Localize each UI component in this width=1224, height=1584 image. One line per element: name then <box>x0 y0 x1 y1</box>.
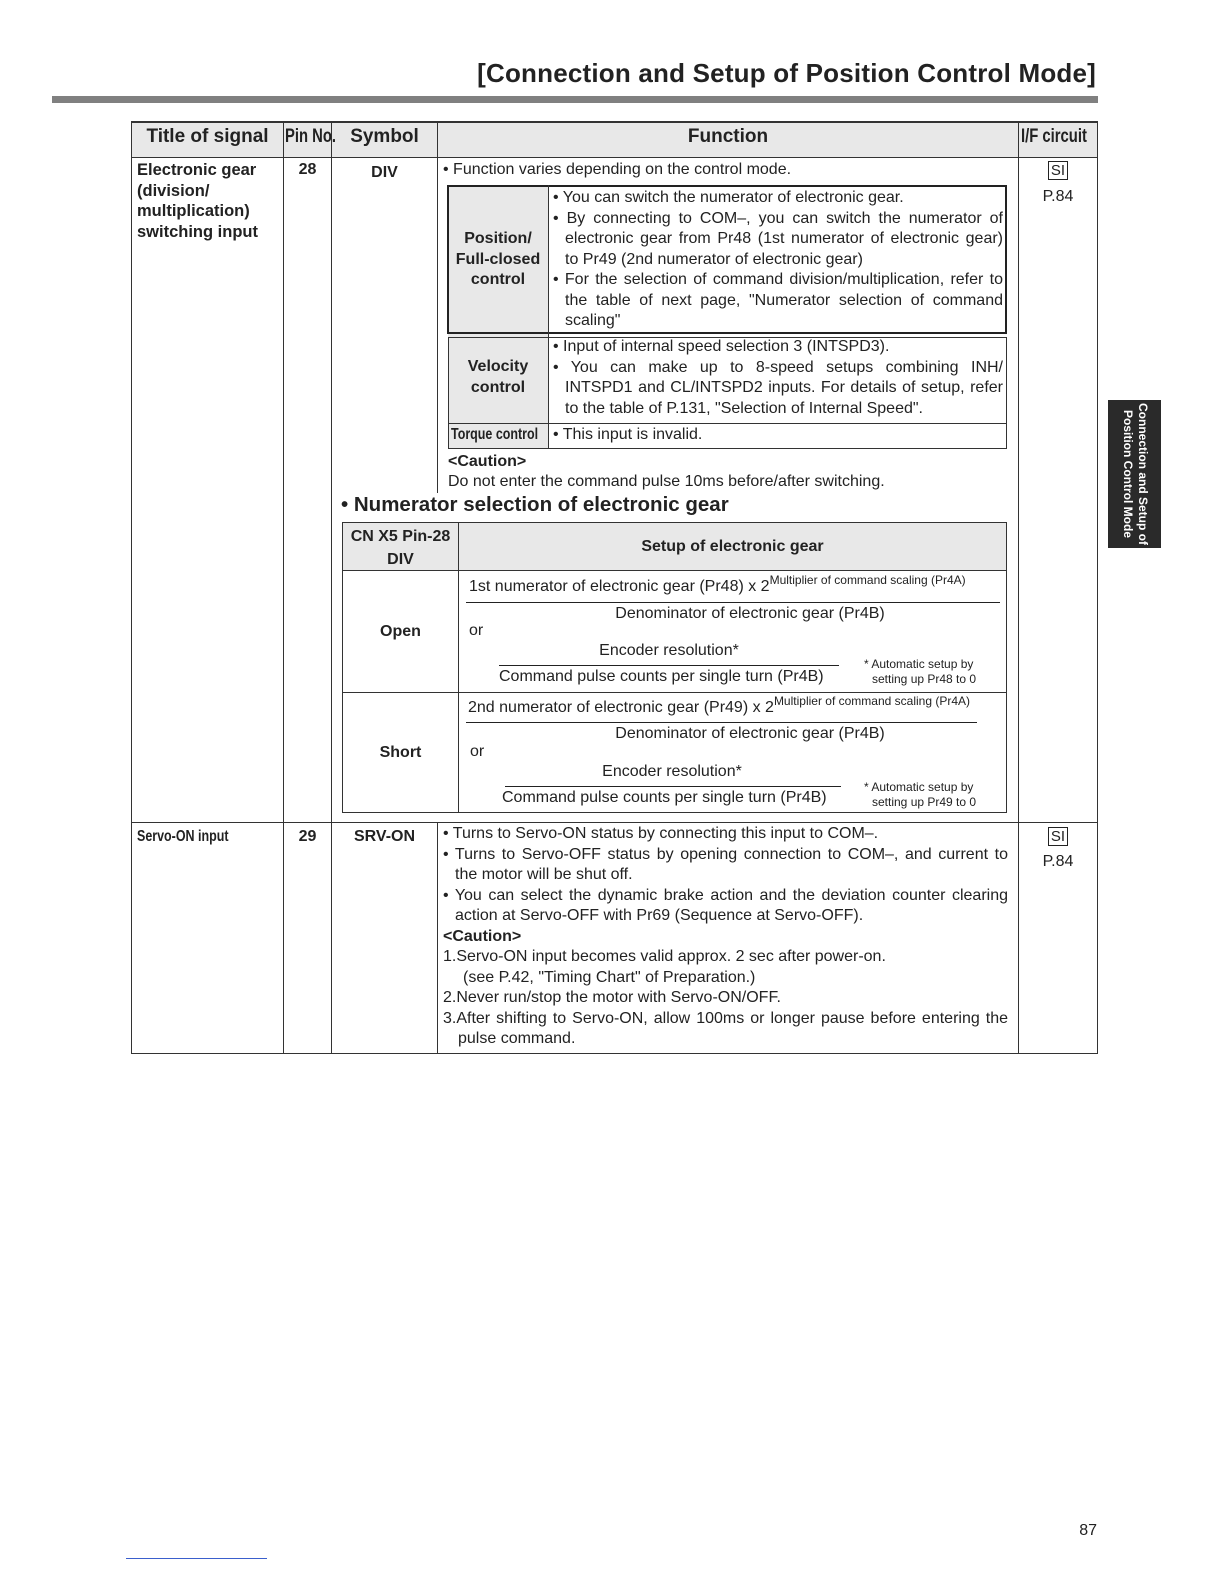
num-bottom <box>342 812 1007 813</box>
velocity-line-1: • Input of internal speed selection 3 (INTSPD3). <box>553 338 890 355</box>
row1-if-page: P.84 <box>1042 188 1074 205</box>
num-top <box>342 522 1007 523</box>
short-alt-fraction-bar <box>505 786 841 787</box>
row1-symbol: DIV <box>371 164 398 181</box>
num-short-label: Short <box>379 744 422 761</box>
mode-position-text <box>553 188 1003 332</box>
row2-line-2: • Turns to Servo-OFF status by opening connection to COM–, and current to the motor will be shut off. <box>443 845 1008 883</box>
row2-pin: 29 <box>298 828 317 845</box>
side-tab-line2: Position Control Mode <box>1120 410 1135 538</box>
title-rule <box>52 96 1098 103</box>
header-divider <box>131 157 1098 158</box>
short-or: or <box>470 743 485 760</box>
short-alt-denominator: Command pulse counts per single turn (Pr4B) <box>502 789 827 806</box>
footer-link-line <box>126 1558 267 1559</box>
row2-caution-1: 1.Servo-ON input becomes valid approx. 2 sec after power-on. <box>443 948 886 965</box>
open-denominator: Denominator of electronic gear (Pr4B) <box>615 605 885 622</box>
row2-function <box>443 824 1008 1050</box>
open-note-line1: * Automatic setup by <box>864 657 974 671</box>
velocity-line-2: • You can make up to 8-speed setups combining INH/ INTSPD1 and CL/INTSPD2 inputs. For details of setup, refer to the table of P.131, "Selection of Internal Speed". <box>553 358 1003 417</box>
col-divider-pin <box>283 121 284 1054</box>
header-symbol: Symbol <box>350 126 419 147</box>
table-border-top <box>131 121 1098 123</box>
side-tab-line1: Connection and Setup of <box>1135 403 1150 545</box>
num-row-divider <box>342 692 1007 693</box>
open-alt-fraction-bar <box>499 665 839 666</box>
num-col1-header-line2: DIV <box>387 551 414 568</box>
short-alt-numerator: Encoder resolution* <box>602 763 742 780</box>
position-line-1: • You can switch the numerator of electronic gear. <box>553 189 904 206</box>
num-col1-header-line1: CN X5 Pin-28 <box>350 528 451 545</box>
open-alt-denominator: Command pulse counts per single turn (Pr4B) <box>499 668 824 685</box>
row1-if-badge: SI <box>1048 161 1068 180</box>
row-divider <box>131 822 1098 823</box>
num-right <box>1006 522 1007 813</box>
mode-label-position: Position/ Full-closed control <box>455 230 541 288</box>
open-or: or <box>469 622 484 639</box>
mode-col-divider <box>548 185 549 449</box>
short-exponent: Multiplier of command scaling (Pr4A) <box>773 694 971 708</box>
row2-if-badge: SI <box>1048 827 1068 846</box>
mode-velocity-text <box>553 337 1003 419</box>
row2-caution-3: 3.After shifting to Servo-ON, allow 100ms or longer pause before entering the pulse command. <box>443 1009 1008 1047</box>
table-border-right <box>1097 121 1098 1054</box>
num-open-label: Open <box>380 623 421 640</box>
col-divider-symbol <box>331 121 332 1054</box>
num-col-divider <box>458 522 459 813</box>
short-note-line2: setting up Pr49 to 0 <box>872 795 977 809</box>
col-divider-function-upper <box>437 121 438 513</box>
mode-label-torque: Torque control <box>451 426 539 443</box>
table-border-bottom <box>131 1053 1098 1054</box>
mode-bottom <box>448 448 1007 449</box>
page-number: 87 <box>1079 1522 1097 1539</box>
table-border-left <box>131 121 132 1054</box>
open-fraction-bar <box>466 602 1000 603</box>
row1-pin: 28 <box>298 161 317 178</box>
row1-function-intro: • Function varies depending on the control mode. <box>443 161 792 178</box>
row2-if-page: P.84 <box>1042 853 1074 870</box>
row1-title: Electronic gear (division/ multiplication) switching input <box>137 161 258 241</box>
row2-caution-title: <Caution> <box>443 927 522 945</box>
row2-line-3: • You can select the dynamic brake action and the deviation counter clearing action at Servo-OFF with Pr69 (Sequence at Servo-OFF). <box>443 886 1008 924</box>
num-col2-header: Setup of electronic gear <box>641 538 824 555</box>
short-denominator: Denominator of electronic gear (Pr4B) <box>615 725 885 742</box>
col-divider-function-lower <box>437 822 438 1054</box>
header-function: Function <box>687 126 769 147</box>
torque-line-1: • This input is invalid. <box>553 426 703 443</box>
open-alt-numerator: Encoder resolution* <box>599 642 739 659</box>
header-if-circuit: I/F circuit <box>1021 126 1087 147</box>
row2-title: Servo-ON input <box>137 828 229 845</box>
open-exponent: Multiplier of command scaling (Pr4A) <box>769 573 966 587</box>
mode-label-velocity: Velocity control <box>467 358 529 396</box>
row1-caution-text: Do not enter the command pulse 10ms before/after switching. <box>448 473 885 490</box>
row1-caution-title: <Caution> <box>448 453 527 470</box>
header-title-of-signal: Title of signal <box>146 126 269 147</box>
short-fraction-bar <box>466 722 977 723</box>
row2-line-1: • Turns to Servo-ON status by connecting this input to COM–. <box>443 825 879 842</box>
side-section-tab <box>1108 400 1161 548</box>
short-numerator: 2nd numerator of electronic gear (Pr49) x 2 <box>468 699 774 716</box>
numerator-section-heading: • Numerator selection of electronic gear <box>341 493 733 517</box>
mode-right <box>1006 337 1007 449</box>
position-line-3: • For the selection of command division/multiplication, refer to the table of next page, "Numerator selection of command scaling" <box>553 271 1003 329</box>
page-title: [Connection and Setup of Position Control Mode] <box>477 58 1096 88</box>
col-divider-if <box>1018 121 1019 1054</box>
open-note-line2: setting up Pr48 to 0 <box>872 672 977 686</box>
position-line-2: • By connecting to COM–, you can switch the numerator of electronic gear from Pr48 (1st numerator of electronic gear) to Pr49 (2nd numerator of electronic gear) <box>553 209 1003 268</box>
row2-symbol: SRV-ON <box>353 828 416 845</box>
short-note-line1: * Automatic setup by <box>864 780 974 794</box>
header-pin-no: Pin No. <box>285 126 337 147</box>
row2-caution-2: 2.Never run/stop the motor with Servo-ON/OFF. <box>443 989 781 1006</box>
row2-caution-1b: (see P.42, "Timing Chart" of Preparation.) <box>463 968 756 986</box>
open-numerator: 1st numerator of electronic gear (Pr48) x 2 <box>469 578 770 595</box>
mode-divider-2 <box>448 423 1007 424</box>
